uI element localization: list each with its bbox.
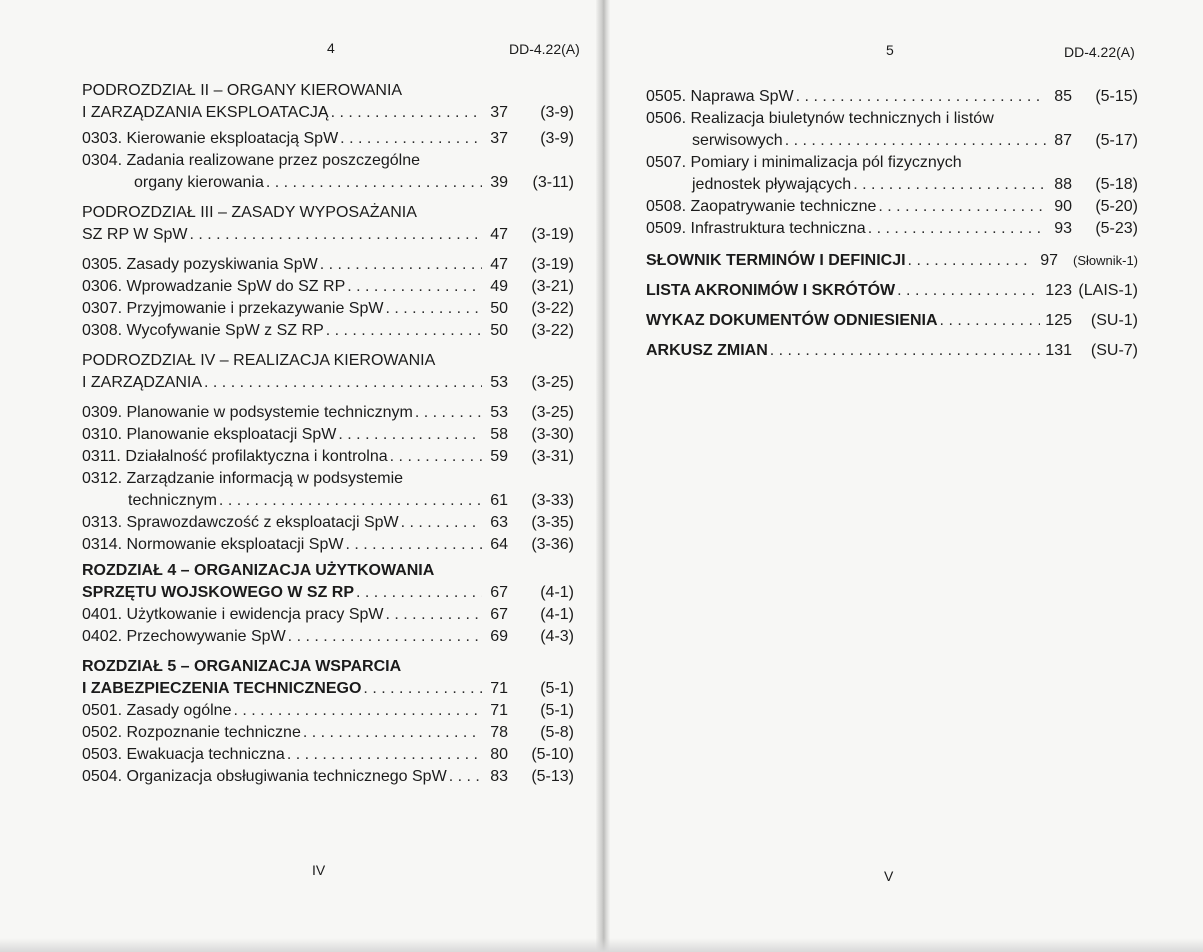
table-of-contents [646,86,1138,362]
toc-entry-continuation: technicznym . . . 61 (3-33) [82,490,574,512]
toc-entry: 0305. Zasady pozyskiwania SpW . . . 47 (3-19) [82,254,574,276]
toc-section-entry: LISTA AKRONIMÓW I SKRÓTÓW . . . 123 (LAIS-1) [646,280,1138,302]
toc-heading: PODROZDZIAŁ III – ZASADY WYPOSAŻANIA [82,204,417,221]
toc-chapter-entry: I ZABEZPIECZENIA TECHNICZNEGO . . . 71 (5-1) [82,678,574,700]
toc-section-entry: WYKAZ DOKUMENTÓW ODNIESIENIA . . . 125 (SU-1) [646,310,1138,332]
toc-entry: I ZARZĄDZANIA EKSPLOATACJĄ . . . 37 (3-9) [82,102,574,124]
left-page [0,0,598,952]
document-code: DD-4.22(A) [1064,44,1135,60]
toc-entry: 0503. Ewakuacja techniczna . . . 80 (5-10) [82,744,574,766]
toc-entry: 0311. Działalność profilaktyczna i kontrolna . . . 59 (3-31) [82,446,574,468]
toc-section-entry: ARKUSZ ZMIAN . . . 131 (SU-7) [646,340,1138,362]
toc-heading: PODROZDZIAŁ IV – REALIZACJA KIEROWANIA [82,352,436,369]
toc-chapter-heading: ROZDZIAŁ 4 – ORGANIZACJA UŻYTKOWANIA [82,562,435,579]
toc-entry: 0312. Zarządzanie informacją w podsystemie [82,470,404,487]
toc-entry: 0313. Sprawozdawczość z eksploatacji SpW . . . 63 (3-35) [82,512,574,534]
toc-entry: 0501. Zasady ogólne . . . 71 (5-1) [82,700,574,722]
toc-entry-continuation: jednostek pływających . . . 88 (5-18) [646,174,1138,196]
toc-entry: 0401. Użytkowanie i ewidencja pracy SpW . . . 67 (4-1) [82,604,574,626]
document-code: DD-4.22(A) [509,41,580,57]
toc-entry: I ZARZĄDZANIA . . . 53 (3-25) [82,372,574,394]
toc-entry: 0309. Planowanie w podsystemie technicznym . . . 53 (3-25) [82,402,574,424]
toc-entry: 0402. Przechowywanie SpW . . . 69 (4-3) [82,626,574,648]
toc-entry-continuation: serwisowych . . . 87 (5-17) [646,130,1138,152]
page-footer-roman: V [884,868,894,884]
toc-chapter-heading: ROZDZIAŁ 5 – ORGANIZACJA WSPARCIA [82,658,402,675]
toc-entry: 0314. Normowanie eksploatacji SpW . . . 64 (3-36) [82,534,574,556]
toc-entry: 0505. Naprawa SpW . . . 85 (5-15) [646,86,1138,108]
toc-entry: 0506. Realizacja biuletynów technicznych i listów [646,110,994,127]
toc-entry-continuation: organy kierowania . . . 39 (3-11) [82,172,574,194]
scan-edge-shadow [0,938,1203,952]
toc-entry: 0308. Wycofywanie SpW z SZ RP . . . 50 (3-22) [82,320,574,342]
toc-entry: 0504. Organizacja obsługiwania technicznego SpW . . . 83 (5-13) [82,766,574,788]
toc-entry: 0509. Infrastruktura techniczna . . . 93 (5-23) [646,218,1138,240]
table-of-contents [82,80,574,788]
toc-entry: 0310. Planowanie eksploatacji SpW . . . 58 (3-30) [82,424,574,446]
right-page [608,0,1203,952]
page-number: 5 [886,42,894,58]
toc-section-entry: SŁOWNIK TERMINÓW I DEFINICJI . . . 97 (Słownik-1) [646,250,1138,272]
toc-entry: SZ RP W SpW . . . 47 (3-19) [82,224,574,246]
toc-entry: 0304. Zadania realizowane przez poszczególne [82,152,421,169]
toc-chapter-entry: SPRZĘTU WOJSKOWEGO W SZ RP . . . 67 (4-1) [82,582,574,604]
toc-entry: 0507. Pomiary i minimalizacja pól fizycznych [646,154,962,171]
section-ref: (3-9) [540,104,574,121]
toc-entry: 0502. Rozpoznanie techniczne . . . 78 (5-8) [82,722,574,744]
toc-heading: PODROZDZIAŁ II – ORGANY KIEROWANIA [82,82,403,99]
book-spine [596,0,610,952]
page-ref: 37 [490,104,508,121]
toc-entry: 0508. Zaopatrywanie techniczne . . . 90 (5-20) [646,196,1138,218]
page-number: 4 [327,40,335,56]
toc-entry: 0307. Przyjmowanie i przekazywanie SpW . . . 50 (3-22) [82,298,574,320]
toc-entry: 0306. Wprowadzanie SpW do SZ RP . . . 49 (3-21) [82,276,574,298]
toc-entry: 0303. Kierowanie eksploatacją SpW . . . 37 (3-9) [82,128,574,150]
page-footer-roman: IV [312,862,326,878]
